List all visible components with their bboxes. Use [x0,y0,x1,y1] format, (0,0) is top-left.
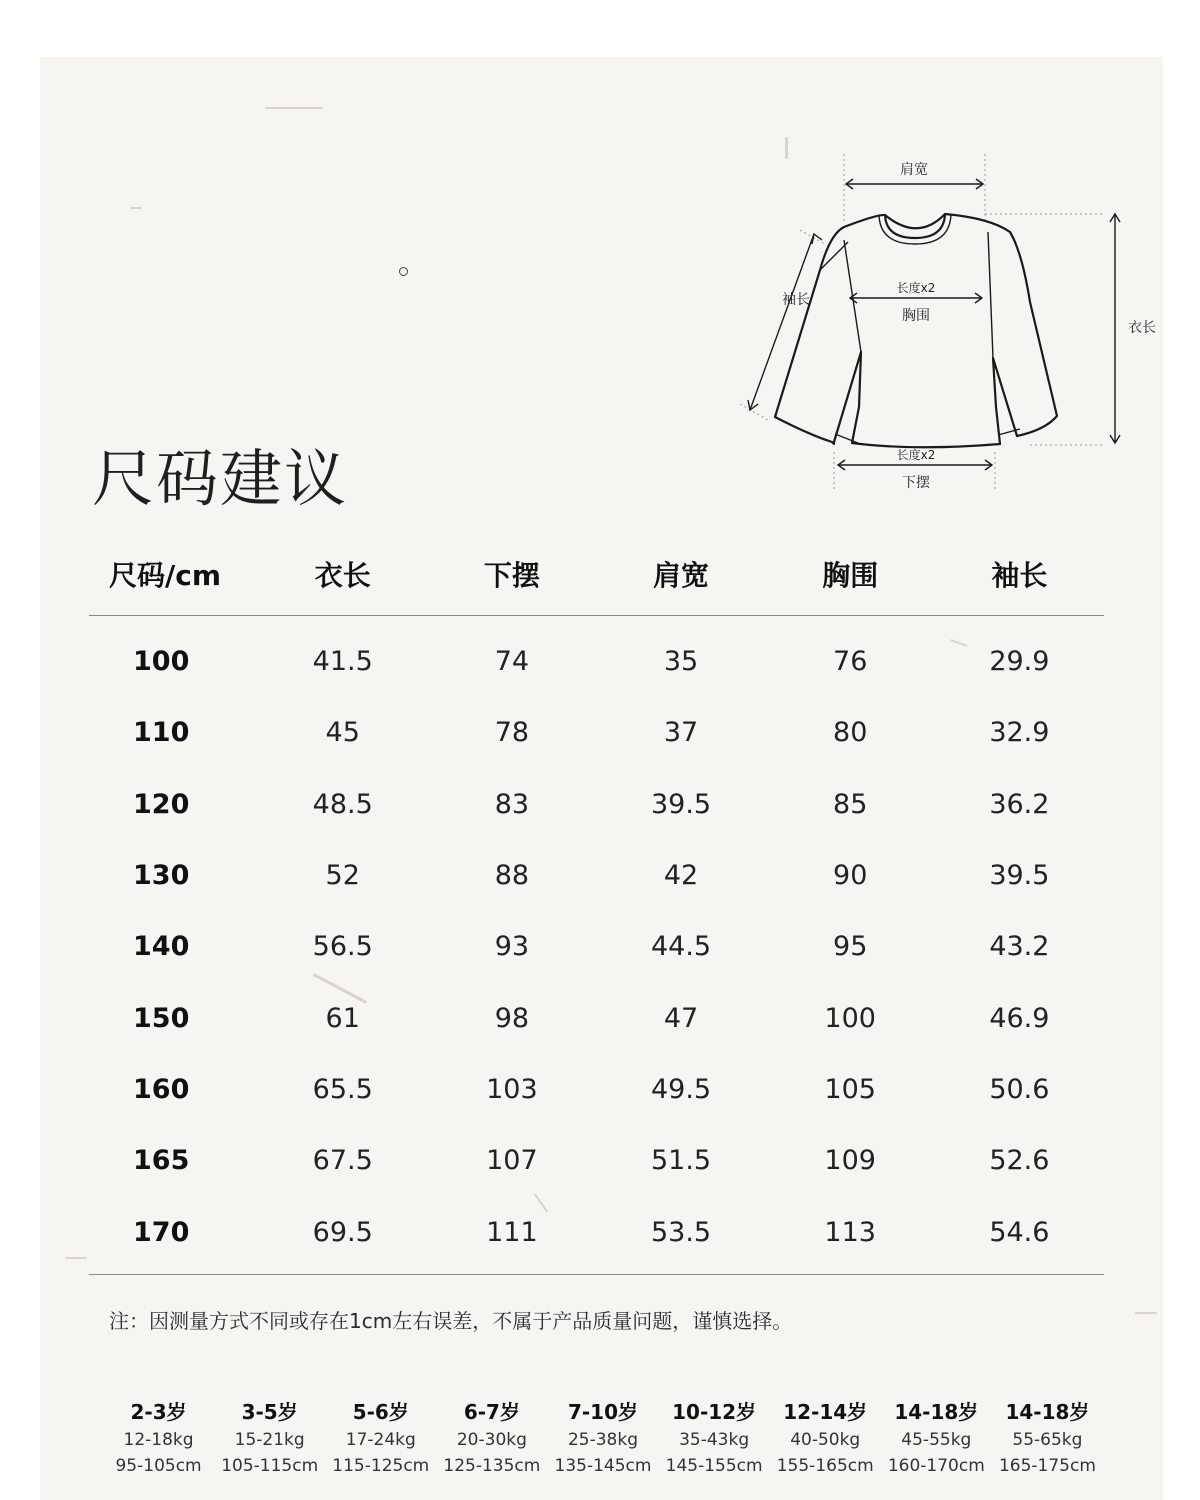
header-size: 尺码/cm [89,533,258,616]
cell-size: 110 [133,717,190,749]
age-item [325,1397,436,1479]
cell-chest: 109 [824,1145,876,1177]
age-height: 160-170cm [887,1456,985,1476]
cell-sleeve: 32.9 [989,717,1050,749]
cell-hem: 78 [494,717,530,749]
cell-shoulder: 49.5 [650,1073,712,1105]
table-row [89,982,1104,1053]
cell-shoulder: 35 [663,646,699,678]
cell-length: 67.5 [312,1145,373,1177]
age-weight: 17-24kg [345,1430,416,1450]
cell-hem: 103 [486,1073,538,1105]
age-height: 155-165cm [776,1456,874,1476]
cell-length: 61 [325,1002,360,1034]
cell-shoulder: 47 [663,1002,699,1034]
header-length: 衣长 [258,533,427,616]
age-item [103,1397,214,1479]
age-label: 6-7岁 [463,1400,520,1424]
age-label: 7-10岁 [567,1400,639,1424]
age-label: 2-3岁 [130,1400,187,1424]
age-height: 95-105cm [115,1456,202,1476]
page-title: 尺码建议 [92,442,349,515]
table-row [89,769,1104,840]
age-label: 10-12岁 [672,1400,757,1424]
table-row [89,616,1104,698]
cell-shoulder: 42 [663,860,699,892]
diagram-label-hem: 下摆 [902,475,930,491]
age-height: 105-115cm [221,1456,319,1476]
age-weight: 12-18kg [123,1430,194,1450]
header-hem: 下摆 [427,533,596,616]
diagram-label-chest-note: 长度x2 [896,281,936,295]
cell-sleeve: 39.5 [989,860,1050,892]
header-sleeve: 袖长 [935,533,1104,616]
cell-chest: 105 [824,1073,876,1105]
cell-shoulder: 44.5 [650,931,712,963]
cell-shoulder: 51.5 [650,1145,712,1177]
decor-circle-mark [399,267,408,276]
cell-length: 65.5 [312,1073,373,1105]
cell-length: 52 [325,860,360,892]
cell-sleeve: 43.2 [989,931,1050,963]
cell-shoulder: 39.5 [650,788,712,820]
cell-chest: 85 [833,788,868,820]
diagram-label-length: 衣长 [1128,320,1156,336]
measurement-note: 注：因测量方式不同或存在1cm左右误差，不属于产品质量问题，谨慎选择。 [109,1309,793,1333]
header-chest: 胸围 [766,533,935,616]
cell-sleeve: 36.2 [989,788,1050,820]
cell-chest: 80 [833,717,868,749]
cell-chest: 90 [833,860,868,892]
age-item [214,1397,325,1479]
age-guide [103,1397,1103,1479]
size-table [89,533,1104,1275]
age-height: 115-125cm [332,1456,430,1476]
age-height: 135-145cm [554,1456,652,1476]
cell-sleeve: 29.9 [989,646,1050,678]
cell-size: 170 [89,1196,258,1274]
cell-sleeve: 54.6 [935,1196,1104,1274]
cell-size: 120 [133,788,190,820]
diagram-label-sleeve: 袖长 [782,292,810,308]
cell-hem: 88 [494,860,530,892]
age-weight: 20-30kg [456,1430,527,1450]
cell-sleeve: 46.9 [989,1002,1050,1034]
age-weight: 55-65kg [1012,1430,1083,1450]
cell-chest: 100 [824,1002,876,1034]
table-row [89,840,1104,911]
cell-length: 56.5 [312,931,373,963]
age-weight: 15-21kg [234,1430,305,1450]
cell-hem: 111 [427,1196,596,1274]
age-item [992,1397,1103,1479]
cell-chest: 95 [833,931,868,963]
age-height: 145-155cm [665,1456,763,1476]
age-weight: 45-55kg [901,1430,972,1450]
cell-hem: 74 [494,646,530,678]
diagram-label-chest: 胸围 [902,308,930,324]
table-row [89,1054,1104,1125]
cell-sleeve: 52.6 [989,1145,1050,1177]
age-label: 5-6岁 [352,1400,409,1424]
cell-size: 160 [133,1073,190,1105]
cell-shoulder: 53.5 [596,1196,765,1274]
cell-size: 140 [133,931,190,963]
age-item [881,1397,992,1479]
diagram-label-hem-note: 长度x2 [896,448,936,462]
age-item [659,1397,770,1479]
table-row [89,1196,1104,1274]
age-item [770,1397,881,1479]
cell-length: 41.5 [312,646,373,678]
cell-length: 69.5 [258,1196,427,1274]
cell-size: 150 [133,1002,190,1034]
cell-hem: 93 [494,931,530,963]
age-item [436,1397,547,1479]
cell-hem: 83 [494,788,530,820]
cell-size: 100 [133,646,190,678]
age-weight: 40-50kg [790,1430,861,1450]
cell-length: 45 [325,717,360,749]
size-table-header [89,533,1104,616]
table-row [89,1125,1104,1196]
cell-size: 130 [133,860,190,892]
age-weight: 25-38kg [567,1430,639,1450]
cell-hem: 107 [486,1145,538,1177]
age-label: 12-14岁 [783,1400,868,1424]
cell-size: 165 [133,1145,190,1177]
age-label: 3-5岁 [241,1400,298,1424]
garment-measurement-diagram [730,152,1156,512]
age-label: 14-18岁 [1005,1400,1090,1424]
table-row [89,911,1104,982]
age-item [547,1397,658,1479]
cell-chest: 113 [766,1196,935,1274]
age-weight: 35-43kg [679,1430,750,1450]
table-row [89,697,1104,768]
age-height: 165-175cm [998,1456,1096,1476]
age-label: 14-18岁 [894,1400,979,1424]
cell-chest: 76 [833,646,868,678]
header-shoulder: 肩宽 [596,533,765,616]
cell-length: 48.5 [312,788,373,820]
diagram-label-shoulder: 肩宽 [900,162,928,178]
cell-shoulder: 37 [663,717,699,749]
size-guide-card [40,57,1163,1500]
age-height: 125-135cm [443,1456,541,1476]
cell-hem: 98 [494,1002,530,1034]
cell-sleeve: 50.6 [989,1073,1050,1105]
